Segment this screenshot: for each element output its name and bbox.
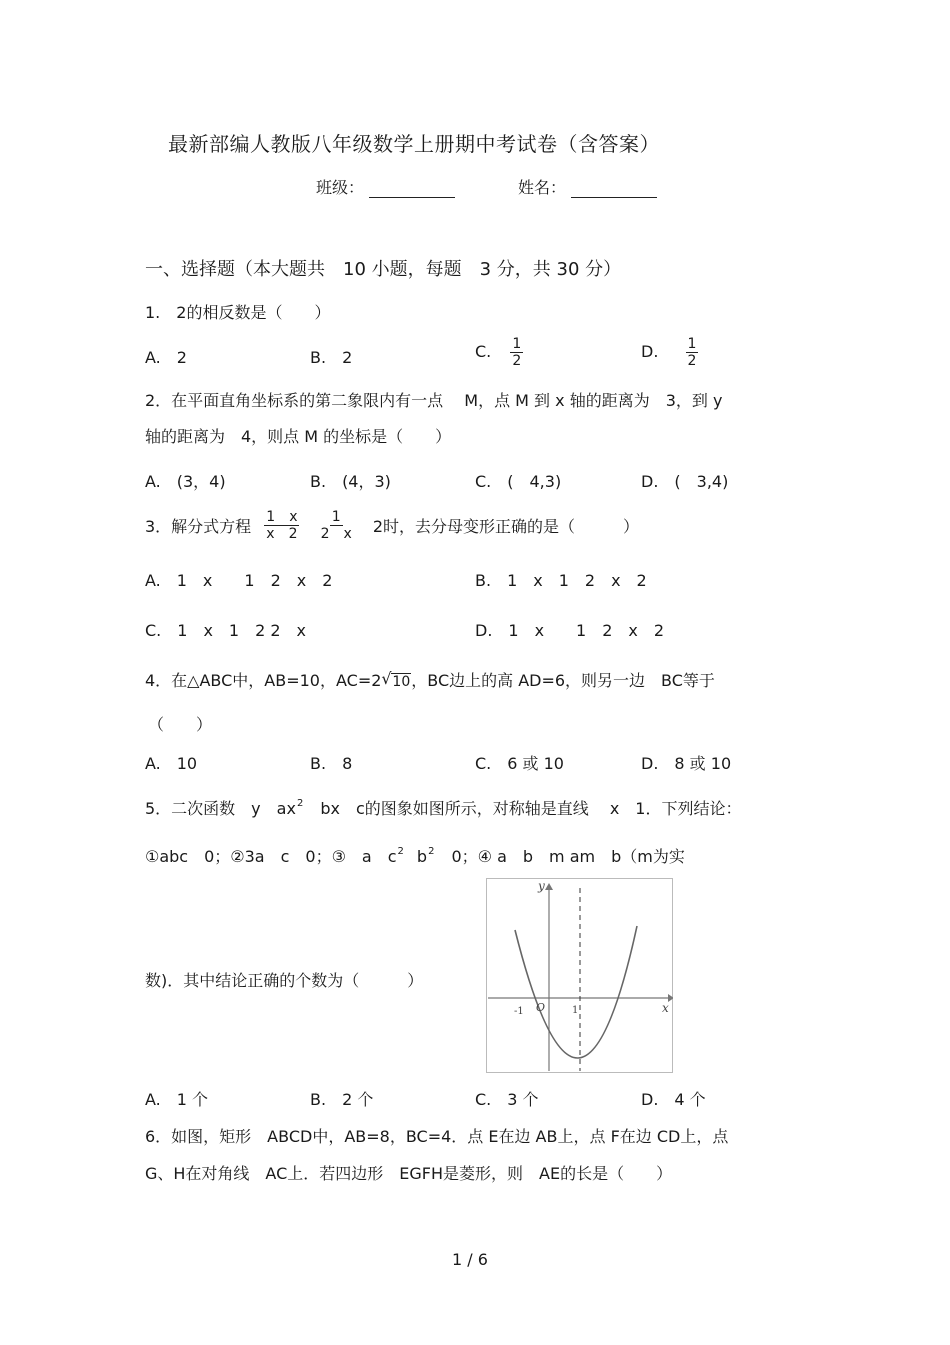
parabola-graph: [486, 878, 673, 1073]
q5-option-d: D. 4 个: [641, 1090, 706, 1109]
question-4-line-2: （ ）: [148, 715, 213, 734]
q1-option-c: [475, 336, 523, 369]
q1-option-a: A. 2: [145, 348, 187, 367]
name-label: 姓名：: [518, 178, 567, 197]
q4-text-b: ，BC边上的高 AD=6，则另一边 BC等于: [411, 671, 715, 690]
q4-sqrt: [381, 671, 411, 690]
q3-fraction-1: [264, 509, 299, 542]
q1-d-numerator: 1: [687, 336, 697, 352]
q3-option-a: A. 1 x 1 2 x 2: [145, 571, 333, 590]
q3-f2-numerator: 1: [331, 509, 341, 525]
q3-suffix: 2时，去分母变形正确的是（ ）: [372, 517, 640, 536]
tick-label-neg1: -1: [514, 1006, 524, 1017]
question-6-line-2: G、H在对角线 AC上．若四边形 EGFH是菱形，则 AE的长是（ ）: [145, 1164, 673, 1183]
question-5-line-3: 数)．其中结论正确的个数为（ ）: [145, 971, 424, 990]
q4-option-a: A. 10: [145, 754, 198, 773]
q1-c-fraction: [510, 336, 523, 369]
name-blank: [571, 181, 657, 198]
q4-option-b: B. 8: [310, 754, 353, 773]
question-6-line-1: 6．如图，矩形 ABCD中，AB=8，BC=4．点 E在边 AB上，点 F在边 CD上，点: [145, 1127, 729, 1146]
class-blank: [369, 181, 455, 198]
q3-f1-denominator: x 2: [266, 526, 298, 542]
question-2-line-2: 轴的距离为 4，则点 M 的坐标是（ ）: [145, 427, 452, 446]
q4-sqrt-value: 10: [392, 674, 411, 690]
q3-fraction-2: [319, 509, 354, 542]
section-heading: 一、选择题（本大题共 10 小题，每题 3 分，共 30 分）: [145, 259, 622, 280]
q1-option-c-label: C.: [475, 342, 492, 361]
q4-option-d: D. 8 或 10: [641, 754, 732, 773]
q5-sup-1: 2: [296, 798, 304, 809]
question-1-stem: 1. 2的相反数是（ ）: [145, 303, 331, 322]
q5-option-b: B. 2 个: [310, 1090, 374, 1109]
q5-text-a: 5．二次函数 y ax: [145, 799, 296, 818]
q2-option-a: A. (3，4): [145, 472, 226, 491]
question-2-line-1: 2．在平面直角坐标系的第二象限内有一点 M，点 M 到 x 轴的距离为 3，到 y: [145, 391, 723, 410]
q5-l2-a: ①abc 0；②3a c 0；③ a c: [145, 847, 397, 866]
page-title: 最新部编人教版八年级数学上册期中考试卷（含答案）: [168, 132, 660, 156]
name-field: [518, 175, 657, 198]
question-3-stem: [145, 509, 639, 542]
q1-c-denominator: 2: [512, 353, 522, 369]
q2-option-c: C. ( 4,3): [475, 472, 562, 491]
q4-option-c: C. 6 或 10: [475, 754, 564, 773]
x-axis-label: x: [662, 1001, 669, 1015]
q2-option-d: D. ( 3,4): [641, 472, 729, 491]
q3-option-c: C. 1 x 1 2 2 x: [145, 621, 307, 640]
q4-text-a: 4．在△ABC中，AB=10，AC=2: [145, 671, 382, 690]
sqrt-icon: √: [381, 669, 392, 688]
q1-option-d-label: D.: [641, 342, 659, 361]
origin-label: O: [536, 1001, 546, 1014]
question-5-line-1: [145, 796, 741, 819]
q3-f1-numerator: 1 x: [266, 509, 298, 525]
q1-option-b: B. 2: [310, 348, 353, 367]
q5-sup-2: 2: [397, 846, 404, 857]
q1-c-numerator: 1: [512, 336, 522, 352]
q5-l2-b: b: [416, 847, 428, 866]
q5-text-b: bx c的图象如图所示，对称轴是直线 x 1．下列结论：: [304, 799, 742, 818]
q5-sup-3: 2: [428, 846, 435, 857]
class-label: 班级：: [316, 178, 365, 197]
q3-f2-denominator: 2 x: [320, 526, 352, 542]
q5-l2-c: 0；④ a b m am b（m为实: [435, 847, 685, 866]
q3-option-b: B. 1 x 1 2 x 2: [475, 571, 647, 590]
tick-label-1: 1: [572, 1005, 579, 1016]
q3-option-d: D. 1 x 1 2 x 2: [475, 621, 665, 640]
q5-option-a: A. 1 个: [145, 1090, 209, 1109]
page-number: 1 / 6: [452, 1250, 488, 1269]
q5-option-c: C. 3 个: [475, 1090, 539, 1109]
question-5-line-2: [145, 844, 685, 867]
q1-d-fraction: [686, 336, 699, 369]
y-axis-label: y: [538, 879, 545, 893]
class-field: [316, 175, 455, 198]
q1-option-d: [641, 336, 698, 369]
q2-option-b: B. (4，3): [310, 472, 391, 491]
q1-d-denominator: 2: [687, 353, 697, 369]
q3-prefix: 3．解分式方程: [145, 517, 252, 536]
question-4-line-1: [145, 668, 715, 691]
